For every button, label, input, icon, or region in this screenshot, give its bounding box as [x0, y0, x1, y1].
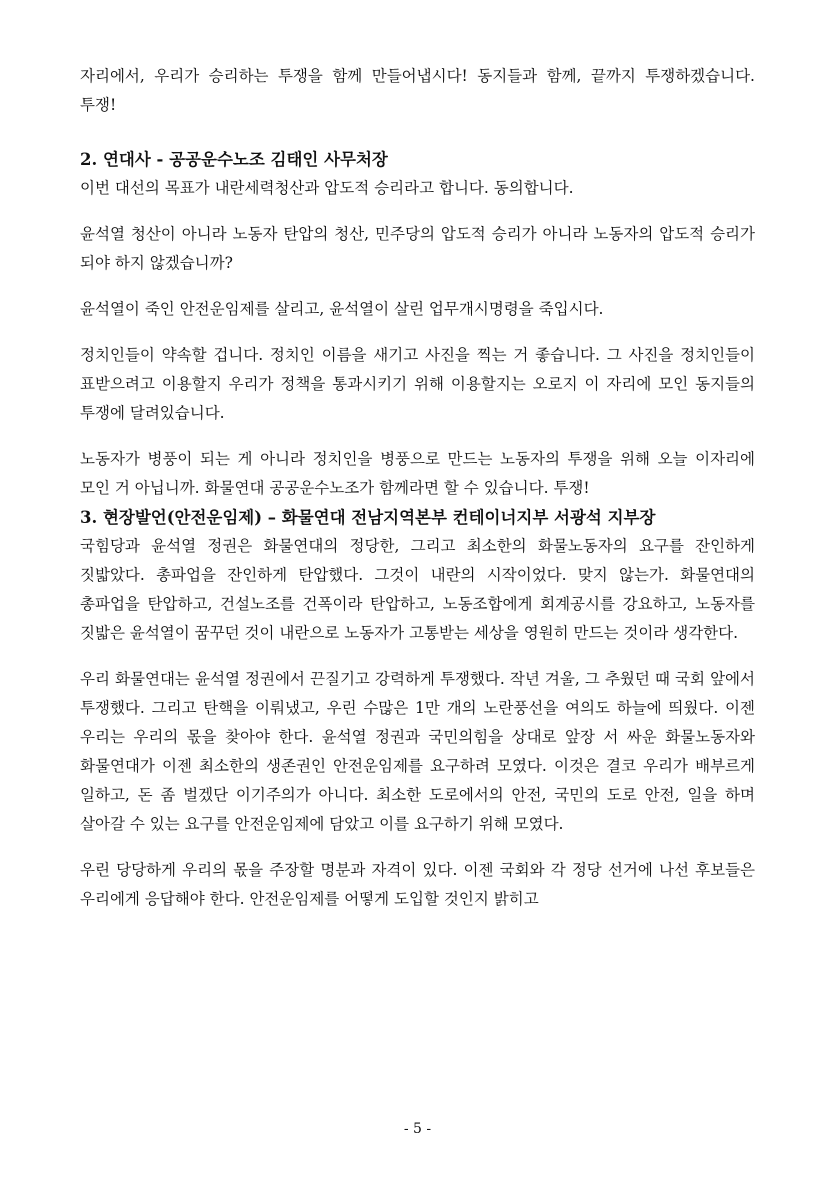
- page-number: - 5 -: [403, 1121, 432, 1137]
- section3-paragraph-1: 국힘당과 윤석열 정권은 화물연대의 정당한, 그리고 최소한의 화물노동자의 요구를 잔인하게 짓밟았다. 총파업을 잔인하게 탄압했다. 그것이 내란의 시작이었다. 맞지 않는가. 화물연대의 총파업을 탄압하고, 건설노조를 건폭이라 탄압하고, 노동조합에게 회계공시를 강요하고, 노동자를 짓밟은 윤석열이 꿈꾸던 것이 내란으로 노동자가 고통받는 세상을 영원히 만드는 것이라 생각한다.: [80, 537, 755, 642]
- section2-paragraph-2: 윤석열 청산이 아니라 노동자 탄압의 청산, 민주당의 압도적 승리가 아니라 노동자의 압도적 승리가 되야 하지 않겠습니까?: [80, 225, 755, 272]
- section3-paragraph-2: 우리 화물연대는 윤석열 정권에서 끈질기고 강력하게 투쟁했다. 작년 겨울, 그 추웠던 때 국회 앞에서 투쟁했다. 그리고 탄핵을 이뤄냈고, 우린 수많은 1만 개의 노란풍선을 여의도 하늘에 띄웠다. 이젠 우리는 우리의 몫을 찾아야 한다. 윤석열 정권과 국민의힘을 상대로 앞장 서 싸운 화물노동자와 화물연대가 이젠 최소한의 생존권인 안전운임제를 요구하려 모였다. 이것은 결코 우리가 배부르게 일하고, 돈 좀 벌겠단 이기주의가 아니다. 최소한 도로에서의 안전, 국민의 도로 안전, 일을 하며 살아갈 수 있는 요구를 안전운임제에 담았고 이를 요구하기 위해 모였다.: [80, 670, 755, 833]
- intro-paragraph: 자리에서, 우리가 승리하는 투쟁을 함께 만들어냅시다! 동지들과 함께, 끝까지 투쟁하겠습니다. 투쟁!: [80, 67, 755, 114]
- section2-paragraph-4: 정치인들이 약속할 겁니다. 정치인 이름을 새기고 사진을 찍는 거 좋습니다. 그 사진을 정치인들이 표받으려고 이용할지 우리가 정책을 통과시키기 위해 이용할지는 오로지 이 자리에 모인 동지들의 투쟁에 달려있습니다.: [80, 346, 755, 422]
- document-page: [80, 62, 755, 914]
- section3-paragraph-3: 우린 당당하게 우리의 몫을 주장할 명분과 자격이 있다. 이젠 국회와 각 정당 선거에 나선 후보들은 우리에게 응답해야 한다. 안전운임제를 어떻게 도입할 것인지 밝히고: [80, 861, 755, 908]
- section2-paragraph-5: 노동자가 병풍이 되는 게 아니라 정치인을 병풍으로 만드는 노동자의 투쟁을 위해 오늘 이자리에 모인 거 아닙니까. 화물연대 공공운수노조가 함께라면 할 수 있습니다. 투쟁!: [80, 450, 755, 497]
- section3-heading: 3. 현장발언(안전운임제) – 화물연대 전남지역본부 컨테이너지부 서광석 지부장: [80, 508, 656, 527]
- section2-paragraph-1: 이번 대선의 목표가 내란세력청산과 압도적 승리라고 합니다. 동의합니다.: [80, 179, 574, 197]
- section2-paragraph-3: 윤석열이 죽인 안전운임제를 살리고, 윤석열이 살린 업무개시명령을 죽입시다.: [80, 300, 604, 318]
- section2-heading: 2. 연대사 - 공공운수노조 김태인 사무처장: [80, 150, 388, 169]
